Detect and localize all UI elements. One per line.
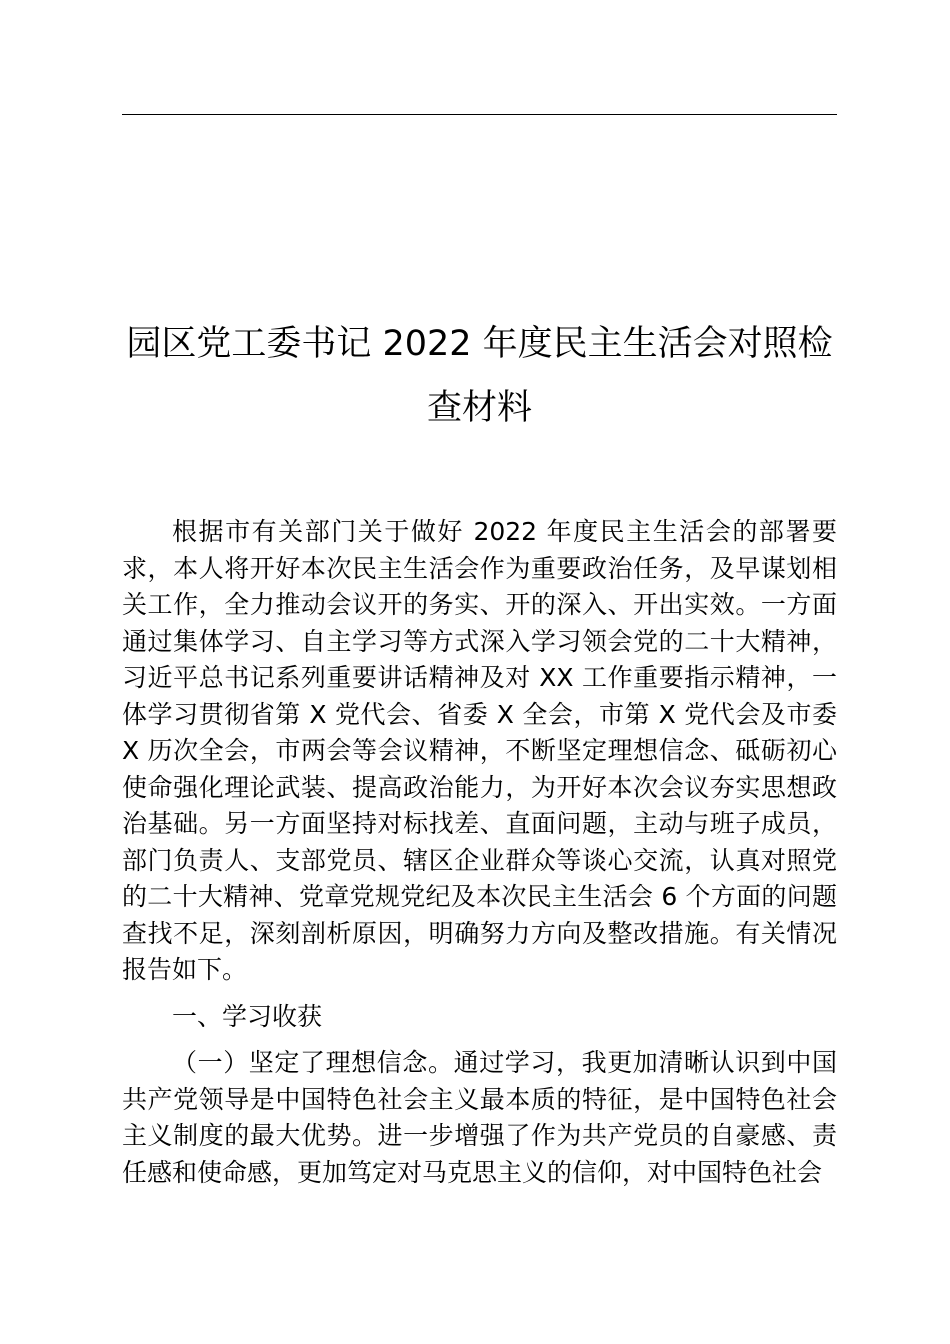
section-heading: 一、学习收获: [172, 1001, 323, 1031]
title-line-1: 园区党工委书记 2022 年度民主生活会对照检: [126, 324, 833, 364]
header-rule: [122, 114, 837, 115]
title-line-2: 查材料: [426, 388, 532, 428]
document-body: [122, 514, 837, 1191]
document-title: [122, 312, 837, 440]
intro-paragraph: 根据市有关部门关于做好 2022 年度民主生活会的部署要求，本人将开好本次民主生活会作为重要政治任务，及早谋划相关工作，全力推动会议开的务实、开的深入、开出实效。一方面通过集体学习、自主学习等方式深入学习领会党的二十大精神，习近平总书记系列重要讲话精神及对 XX 工作重要指示精神，一体学习贯彻省第 X 党代会、省委 X 全会，市第 X 党代会及市委 X 历次全会，市两会等会议精神，不断坚定理想信念、砥砺初心使命强化理论武装、提高政治能力，为开好本次会议夯实思想政治基础。另一方面坚持对标找差、直面问题，主动与班子成员，部门负责人、支部党员、辖区企业群众等谈心交流，认真对照党的二十大精神、党章党规党纪及本次民主生活会 6 个方面的问题查找不足，深刻剖析原因，明确努力方向及整改措施。有关情况报告如下。: [122, 517, 837, 984]
subsection-paragraph: （一）坚定了理想信念。通过学习，我更加清晰认识到中国共产党领导是中国特色社会主义最本质的特征，是中国特色社会主义制度的最大优势。进一步增强了作为共产党员的自豪感、责任感和使命感，更加笃定对马克思主义的信仰，对中国特色社会: [122, 1048, 837, 1187]
